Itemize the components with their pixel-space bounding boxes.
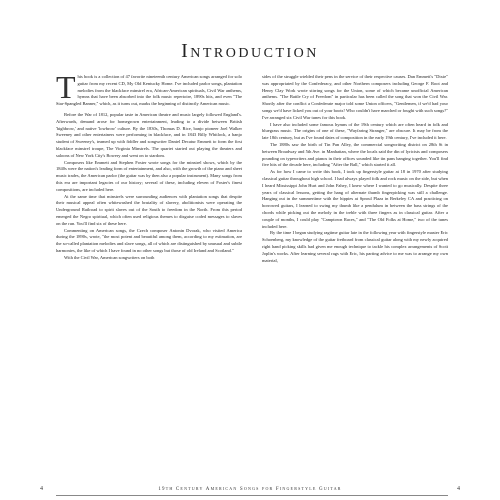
right-column (262, 74, 448, 492)
left-column (56, 74, 242, 492)
paragraph: Commenting on American songs, the Czech composer Antonin Dvorak, who visited America during the 1890s, wrote, "the most potent and beautiful among them, according to my estimation, are the so-called plantation melodies and slave songs, all of which are distinguished by unusual and subtle harmonies, the like of which I have found in no other songs but those of old Ireland and Scotland." (56, 227, 242, 253)
paragraph (56, 74, 242, 108)
paragraph: The 1880s saw the birth of Tin Pan Alley, the commercial songwriting district on 28th St in between Broadway and 5th Ave. in Manhattan, where the locals said the din of lyricists and composers pounding on typewriters and pianos in their offices sounded like tin pans banging together. You'll find five hits of the decade here, including "After the Ball," which started it all. (262, 141, 448, 168)
paragraph: sides of the struggle wielded their pens in the service of their respective causes. Dan Emmett's "Dixie" was appropriated by the Confederacy, and other Northern composers including George F. Root and Henry Clay Work wrote stirring songs for the Union, some of which became unofficial American anthems. "The Battle Cry of Freedom" in particular has been called the song that won the Civil War. Shortly after the conflict a Confederate major told some Union officers, "Gentlemen, if we'd had your songs we'd have licked you out of your boots! Who couldn't have marched or fought with such songs?" I've arranged six Civil War tunes for this book. (262, 74, 448, 120)
footer-rule (56, 495, 448, 496)
paragraph: Before the War of 1812, popular taste in American theatre and music largely followed England's. Afterwards, demand arose for homegrown entertainment, leading to a divide between British 'highbrow,' and native 'lowbrow' culture. By the 1830s, Thomas D. Rice, banjo pioneer Joel Walker Sweeney and other entertainers were performing in blackface, and in 1843 Billy Whitlock, a banjo student of Sweeney's, teamed up with fiddler and songwriter Daniel Decatur Emmett to form the first blackface minstrel troupe, The Virginia Minstrels. The quartet started out playing the theaters and saloons of New York City's Bowery and went on to stardom. (56, 111, 242, 158)
text-columns (56, 74, 448, 492)
paragraph-text: his book is a collection of 47 favorite nineteenth century American songs arranged for solo guitar from my recent CD, My Old Kentucky Home. I've included parlor songs, plantation melodies from the blackface minstrel era, African-American spirituals, Civil War anthems, hymns that have been absorbed into the folk music repertoire, 1890s hits, and even "The Star-Spangled Banner," which, as it turns out, marks the beginning of distinctly American music. (56, 74, 242, 107)
drop-cap: T (56, 74, 76, 105)
running-footer-title: 19th Century American Songs for Fingerstyle Guitar (158, 487, 342, 492)
page-title: Introduction (181, 40, 319, 62)
paragraph: At the same time that minstrels were surrounding audiences with plantation songs that despite their musical appeal often whitewashed the brutality of slavery, abolitionists were operating the Underground Railroad to spirit slaves out of the South to freedom in the North. From this period emerged the Negro spiritual, which often used religious themes to disguise coded messages to slaves on the run. You'll find six of these here. (56, 193, 242, 226)
paragraph: As for how I came to write this book, I took up fingerstyle guitar at 18 in 1970 after studying classical guitar throughout high school. I had always played folk and rock music on the side, but when I heard Mississippi John Hurt and John Fahey, I knew where I wanted to go musically. Despite three years of classical lessons, getting the hang of alternate thumb fingerpicking was still a challenge. Hanging out in the summertime with the hippies at Sproul Plaza in Berkeley CA and practicing on borrowed guitars, I learned to swing my thumb like a pendulum in between the bass strings of the chords while picking out the melody in the treble with three fingers as in classical guitar. After a couple of months, I could play "Camptown Races," and "The Old Folks at Home," two of the tunes included here. (262, 169, 448, 229)
paragraph: I have also included some famous hymns of the 19th century which are often heard in folk and bluegrass music. The origins of one of these, "Wayfaring Stranger," are obscure. It may be from the late 18th century, but as I've found dates of composition in the early 19th century, I've included it here. (262, 121, 448, 141)
page-number-left: 4 (40, 486, 43, 492)
paragraph: With the Civil War, American songwriters on both (64, 254, 155, 260)
page-number-right: 4 (457, 486, 460, 492)
paragraph: By the time I began studying ragtime guitar late in the following year with fingerstyle master Eric Schoenberg, my knowledge of the guitar fretboard from classical guitar along with my newly acquired right hand picking skills had given me enough technique to tackle his complex arrangements of Scott Joplin's works. After learning several rags with Eric, his parting advice to me was to arrange my own material, (262, 230, 448, 263)
paragraph: Composers like Emmett and Stephen Foster wrote songs for the minstrel shows, which by the 1840s were the nation's leading form of entertainment, and also, with the growth of the piano and sheet music trades, the American parlor (the guitar was by then also a popular instrument). Many songs from this era are important legacies of our history; several of these, including eleven of Foster's finest compositions, are included here. (56, 159, 242, 192)
